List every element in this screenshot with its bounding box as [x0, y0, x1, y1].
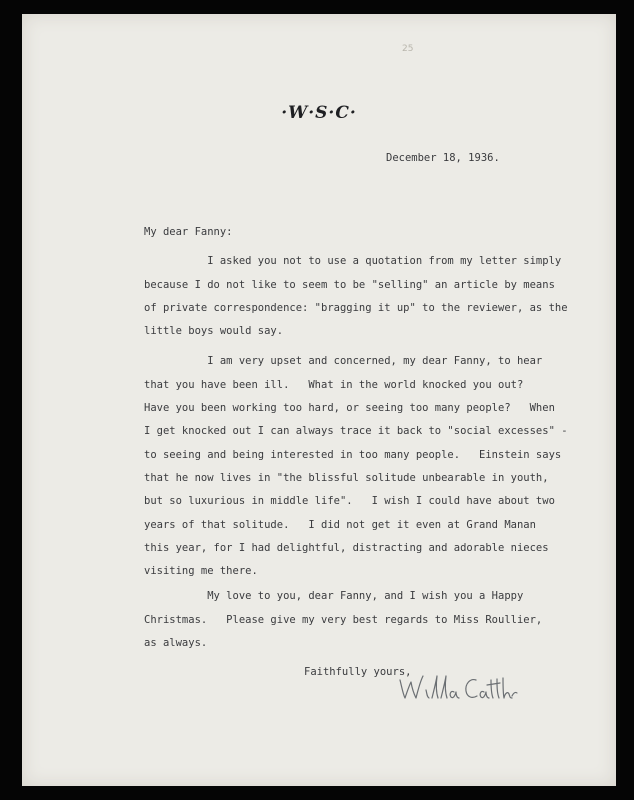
body-line: of private correspondence: "bragging it up" to the reviewer, as the: [144, 302, 568, 314]
pencil-mark: 25: [402, 44, 414, 54]
body-line: that you have been ill. What in the world knocked you out?: [144, 379, 524, 391]
body-line: visiting me there.: [144, 565, 258, 577]
body-line: because I do not like to seem to be "selling" an article by means: [144, 279, 555, 291]
handwritten-signature: [396, 670, 518, 706]
salutation: My dear Fanny:: [144, 226, 233, 238]
body-line: to seeing and being interested in too many people. Einstein says: [144, 449, 562, 461]
body-line: little boys would say.: [144, 325, 284, 337]
body-line: this year, for I had delightful, distracting and adorable nieces: [144, 542, 549, 554]
body-line: Have you been working too hard, or seeing too many people? When: [144, 402, 555, 414]
body-line: as always.: [144, 637, 208, 649]
body-line: I asked you not to use a quotation from my letter simply: [144, 255, 562, 267]
body-line: I am very upset and concerned, my dear Fanny, to hear: [144, 355, 543, 367]
letterhead-monogram: ·W·S·C·: [281, 103, 357, 123]
letter-page: [22, 14, 616, 786]
body-line: I get knocked out I can always trace it back to "social excesses" -: [144, 425, 568, 437]
body-line: years of that solitude. I did not get it even at Grand Manan: [144, 519, 536, 531]
body-line: My love to you, dear Fanny, and I wish you a Happy: [144, 590, 524, 602]
closing: Faithfully yours,: [304, 666, 412, 678]
body-line: but so luxurious in middle life". I wish I could have about two: [144, 495, 555, 507]
body-line: that he now lives in "the blissful solitude unbearable in youth,: [144, 472, 549, 484]
body-line: Christmas. Please give my very best regards to Miss Roullier,: [144, 614, 543, 626]
letter-date: December 18, 1936.: [386, 152, 500, 164]
